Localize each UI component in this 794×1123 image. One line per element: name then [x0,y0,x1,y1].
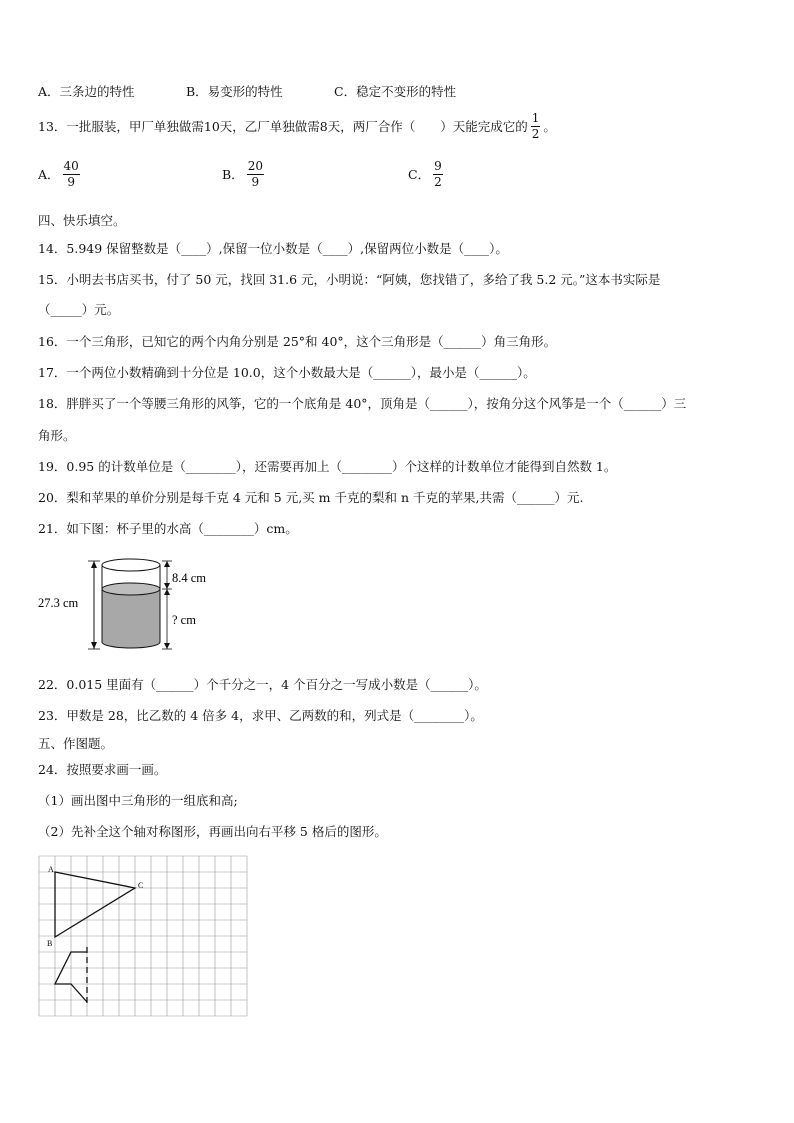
right-arrow-4 [164,643,170,649]
total-arrow-bottom [91,642,97,649]
q13-option-a-den: 9 [67,174,75,189]
grid-figure [38,855,254,1021]
q13-option-b-frac [247,160,264,188]
q13-option-a-frac [63,160,80,188]
q13-option-c [408,160,446,188]
q13-frac-den: 2 [531,126,540,141]
cup-figure [36,555,236,655]
q22: 22．0.015 里面有（______）个千分之一，4 个百分之一写成小数是（______）。 [38,677,487,692]
q13-option-a-label: A． [38,167,60,183]
q19: 19．0.95 的计数单位是（________），还需要再加上（________）个这样的计数单位才能得到自然数 1。 [38,459,617,474]
water-height-label: ? cm [172,613,196,627]
cup-rim [102,559,160,571]
q18-line2: 角形。 [38,428,76,443]
q13-fraction [531,112,541,140]
grid-lines [39,856,247,1016]
q12-option-a: A．三条边的特性 [38,84,135,99]
q12-option-b: B．易变形的特性 [186,84,283,99]
point-a-label: A [48,865,54,874]
q15-line1: 15．小明去书店买书，付了 50 元，找回 31.6 元，小明说：“阿姨，您找错了，多给了我 5.2 元。”这本书实际是 [38,272,661,287]
point-b-label: B [47,939,53,948]
q13-option-c-den: 2 [434,174,442,189]
q24-part2: （2）先补全这个轴对称图形，再画出向右平移 5 格后的图形。 [38,824,387,839]
q17: 17．一个两位小数精确到十分位是 10.0，这个小数最大是（______），最小是（______）。 [38,365,536,380]
q20: 20．梨和苹果的单价分别是每千克 4 元和 5 元,买 m 千克的梨和 n 千克的苹果,共需（______）元. [38,490,584,505]
q21: 21．如下图：杯子里的水高（________）cm。 [38,521,298,536]
q13-option-b-den: 9 [251,174,260,189]
q12-option-c: C．稳定不变形的特性 [334,84,457,99]
right-arrow-3 [164,589,170,595]
triangle-abc [55,872,135,937]
q13-stem [38,112,556,140]
q13-option-a-num: 40 [63,159,79,173]
q24: 24．按照要求画一画。 [38,762,167,777]
q13-option-c-label: C． [408,167,431,183]
water [102,589,160,648]
q14: 14．5.949 保留整数是（____）,保留一位小数是（____）,保留两位小数是（____）。 [38,241,508,256]
section-5-heading: 五、作图题。 [38,736,114,751]
q13-option-b-label: B． [222,167,244,183]
q16: 16．一个三角形，已知它的两个内角分别是 25°和 40°，这个三角形是（______）角三角形。 [38,334,557,349]
q13-end: 。 [543,118,556,134]
top-gap-label: 8.4 cm [172,571,207,585]
total-arrow-top [91,561,97,568]
right-arrow-2 [164,583,170,589]
total-height-label: 27.3 cm [38,596,79,610]
q13-option-c-num: 9 [434,159,442,173]
q13-text: 13．一批服装，甲厂单独做需10天，乙厂单独做需8天，两厂合作（ ）天能完成它的 [38,118,528,134]
q15-line2: （_____）元。 [38,302,120,317]
point-c-label: C [138,881,144,890]
q13-option-a [38,160,83,188]
q18-line1: 18．胖胖买了一个等腰三角形的风筝，它的一个底角是 40°，顶角是（______），按角分这个风筝是一个（______）三 [38,396,687,411]
q13-option-c-frac [433,160,443,188]
q13-frac-num: 1 [531,111,540,125]
q13-option-b [222,160,267,188]
section-4-heading: 四、快乐填空。 [38,213,126,228]
q23: 23．甲数是 28，比乙数的 4 倍多 4，求甲、乙两数的和，列式是（________）。 [38,708,483,723]
q24-part1: （1）画出图中三角形的一组底和高; [38,793,238,808]
right-arrow-1 [164,561,170,567]
water-surface [102,583,160,595]
q13-option-b-num: 20 [247,159,263,173]
